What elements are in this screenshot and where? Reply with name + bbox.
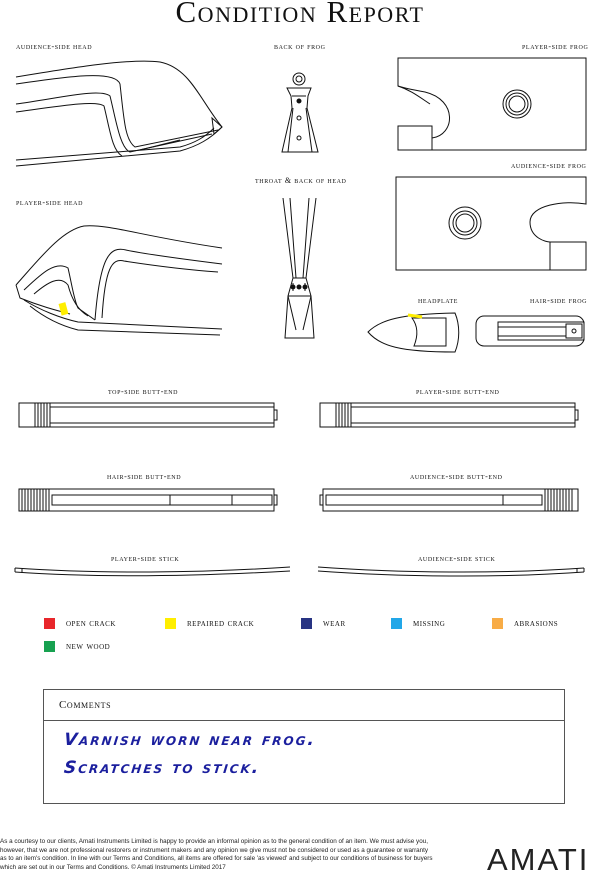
throat-drawing: [283, 198, 316, 338]
legend-label: missing: [413, 618, 446, 629]
legend-swatch: [44, 618, 55, 629]
legend-swatch: [391, 618, 402, 629]
legend-swatch: [165, 618, 176, 629]
legend-item-new-wood: [44, 641, 110, 652]
label-player-side-stick: player-side stick: [111, 554, 180, 563]
legend-swatch: [492, 618, 503, 629]
comment-line-2: Scratches to stick.: [62, 758, 262, 778]
legend-label: wear: [323, 618, 346, 629]
comments-heading: Comments: [44, 690, 564, 721]
legend-label: abrasions: [514, 618, 559, 629]
player-side-stick-drawing: [15, 567, 290, 576]
amati-logo: AMATI: [487, 842, 590, 877]
page-title: Condition Report: [175, 0, 425, 29]
headplate-drawing: [368, 313, 459, 352]
player-side-butt-end-drawing: [320, 403, 578, 427]
audience-side-frog-drawing: [396, 177, 586, 270]
label-headplate: headplate: [418, 296, 459, 305]
label-player-side-butt-end: player-side butt-end: [416, 387, 500, 396]
player-side-head-drawing: [16, 226, 222, 335]
audience-side-butt-end-drawing: [320, 489, 578, 511]
disclaimer-text: As a courtesy to our clients, Amati Instruments Limited is happy to provide an informal opinion as to the general condition of an item. We must advise you, however, that we are not professional restorers or instrument makers and any opinion we give must not be considered or used as a guarantee or warranty as to an item's condition. In line with our Terms and Conditions, all items are offered for sale 'as viewed' and subject to our conditions of business for buyers which are set out in our Terms and Conditions. © Amati Instruments Limited 2017: [0, 838, 433, 871]
hair-side-frog-drawing: [476, 316, 584, 346]
top-side-butt-end-drawing: [19, 403, 277, 427]
legend-swatch: [44, 641, 55, 652]
comment-line-1: Varnish worn near frog.: [62, 730, 318, 750]
legend-label: open crack: [66, 618, 116, 629]
label-player-side-head: player-side head: [16, 198, 84, 207]
legend-item-abrasions: [492, 618, 558, 629]
label-player-side-frog: player-side frog: [522, 42, 589, 51]
legend-swatch: [301, 618, 312, 629]
audience-side-head-drawing: [16, 61, 222, 166]
legend-item-repaired-crack: [165, 618, 254, 629]
label-top-side-butt-end: top-side butt-end: [108, 387, 179, 396]
label-audience-side-butt-end: audience-side butt-end: [410, 472, 503, 481]
comments-box: [43, 689, 565, 804]
legend-item-open-crack: [44, 618, 116, 629]
label-audience-side-frog: audience-side frog: [511, 161, 587, 170]
legend-item-missing: [391, 618, 445, 629]
back-of-frog-drawing: [282, 73, 318, 152]
label-hair-side-butt-end: hair-side butt-end: [107, 472, 182, 481]
legend-label: repaired crack: [187, 618, 255, 629]
label-audience-side-head: audience-side head: [16, 42, 93, 51]
label-audience-side-stick: audience-side stick: [418, 554, 496, 563]
label-throat-back-of-head: throat & back of head: [255, 176, 347, 185]
hair-side-butt-end-drawing: [19, 489, 277, 511]
legend-item-wear: [301, 618, 346, 629]
player-side-frog-drawing: [398, 58, 586, 150]
audience-side-stick-drawing: [318, 567, 584, 576]
label-hair-side-frog: hair-side frog: [530, 296, 588, 305]
legend-label: new wood: [66, 641, 111, 652]
label-back-of-frog: back of frog: [274, 42, 326, 51]
